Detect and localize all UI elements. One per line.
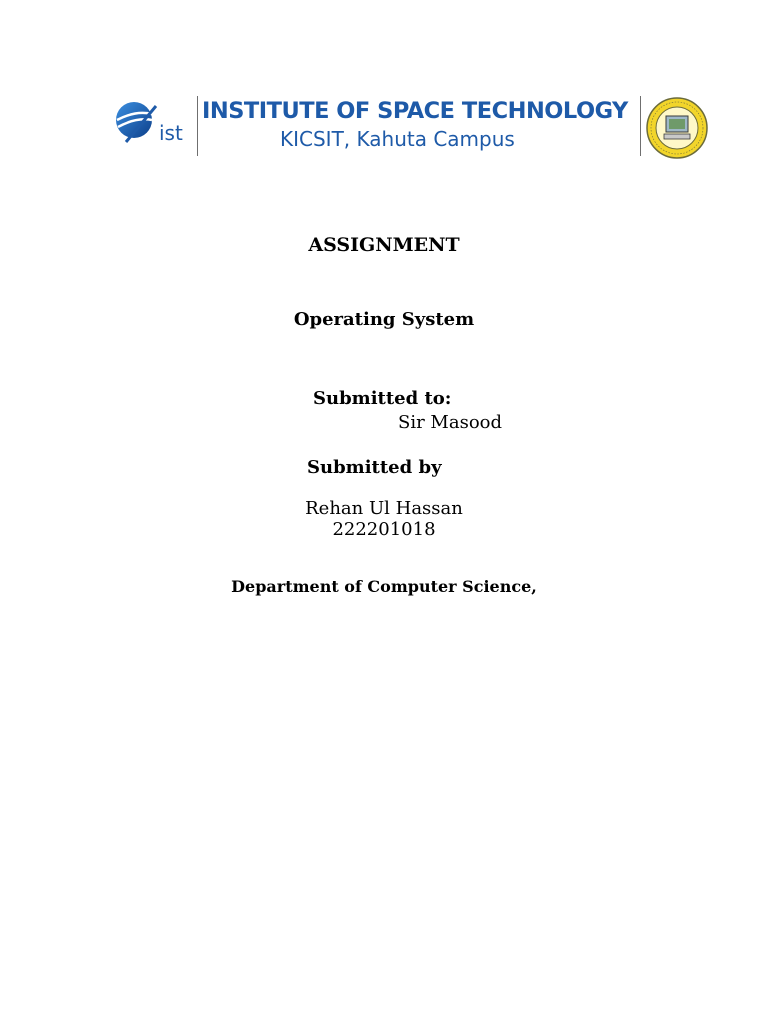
- submitted-to-label: Submitted to:: [313, 388, 452, 409]
- course-title: Operating System: [293, 309, 475, 330]
- page-header: [112, 92, 714, 162]
- student-name: Rehan Ul Hassan: [305, 498, 463, 519]
- submitted-to-name: Sir Masood: [398, 412, 503, 433]
- institute-name: INSTITUTE OF SPACE TECHNOLOGY: [202, 98, 628, 124]
- campus-name: KICSIT, Kahuta Campus: [280, 127, 515, 151]
- header-divider-right: [640, 96, 641, 156]
- student-id: 222201018: [332, 519, 436, 540]
- department-name: Department of Computer Science,: [231, 577, 537, 596]
- svg-text:ist: ist: [159, 121, 183, 145]
- ist-logo: [112, 98, 198, 148]
- header-divider-left: [197, 96, 198, 156]
- department-seal: [644, 96, 710, 160]
- submitted-by-label: Submitted by: [307, 457, 442, 478]
- document-type: ASSIGNMENT: [308, 234, 460, 256]
